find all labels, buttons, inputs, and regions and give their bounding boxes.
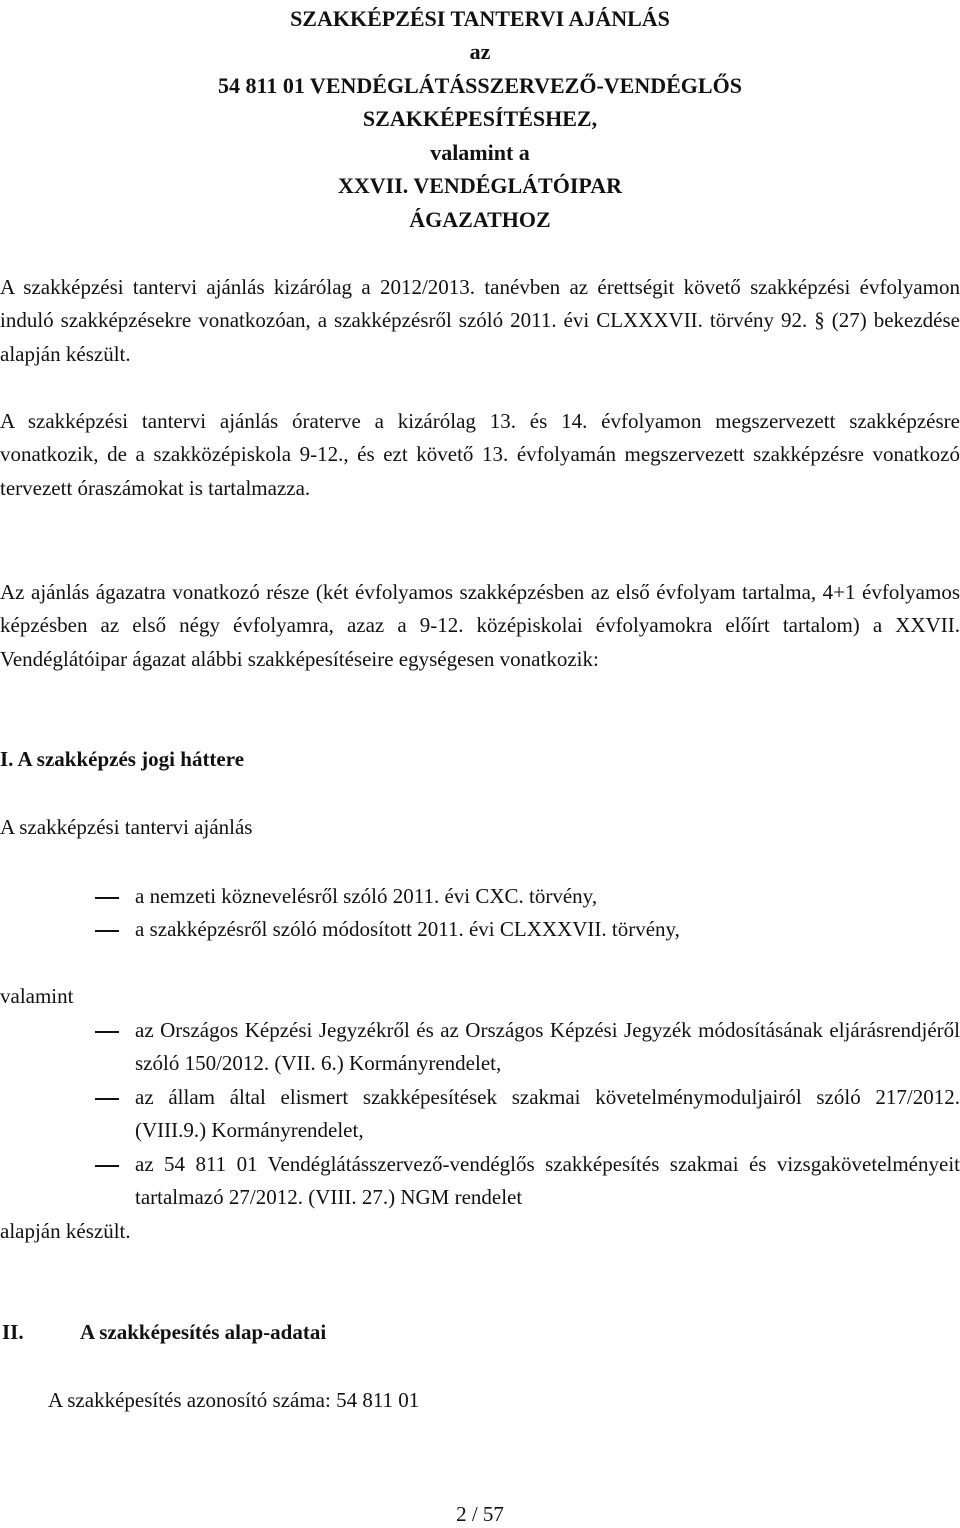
title-line-4: SZAKKÉPESÍTÉSHEZ, xyxy=(362,106,598,131)
dash-bullet xyxy=(95,1165,119,1167)
agazat-paragraph: Az ajánlás ágazatra vonatkozó része (két évfolyamos szakképzésben az első évfolyam tartalma, 4+1 évfolyamos képzésben az első négy évfolyamra, azaz a 9-12. középiskolai évfolyamokra előírt tartalom) a XXVII. Vendéglátóipar ágazat alábbi szakképesítéseire egységesen vonatkozik: xyxy=(0,580,960,671)
list-item: a nemzeti köznevelésről szóló 2011. évi CXC. törvény, xyxy=(135,884,598,908)
section-2-number: II. xyxy=(2,1320,24,1344)
dash-bullet xyxy=(95,930,119,932)
title-line-6: XXVII. VENDÉGLÁTÓIPAR xyxy=(337,173,622,198)
title-line-5: valamint a xyxy=(430,140,530,165)
closing-text: alapján készült. xyxy=(0,1219,131,1243)
page-number: 2 / 57 xyxy=(456,1502,504,1526)
azonosito-line: A szakképesítés azonosító száma: 54 811 01 xyxy=(48,1388,420,1412)
valamint-connector: valamint xyxy=(0,984,74,1008)
dash-bullet xyxy=(95,1031,119,1033)
intro-paragraph: A szakképzési tantervi ajánlás kizárólag a 2012/2013. tanévben az érettségit követő szakképzési évfolyamon induló szakképzésekre vonatkozóan, a szakképzésről szóló 2011. évi CLXXXVII. törvény 92. § (27) bekezdése alapján készült. xyxy=(0,275,960,366)
title-line-2: az xyxy=(469,39,491,64)
list-item: az Országos Képzési Jegyzékről és az Országos Képzési Jegyzék módosításának eljárásrendjéről szóló 150/2012. (VII. 6.) Kormányrendelet, xyxy=(135,1018,960,1076)
list-item: az állam által elismert szakképesítések szakmai követelménymoduljairól szóló 217/2012. (VIII.9.) Kormányrendelet, xyxy=(135,1085,960,1143)
section-2-heading: A szakképesítés alap-adatai xyxy=(80,1320,327,1344)
title-line-3: 54 811 01 VENDÉGLÁTÁSSZERVEZŐ-VENDÉGLŐS xyxy=(218,73,742,98)
section-1-heading: I. A szakképzés jogi háttere xyxy=(0,747,245,771)
title-line-1: SZAKKÉPZÉSI TANTERVI AJÁNLÁS xyxy=(290,6,670,31)
dash-bullet xyxy=(95,897,119,899)
oraterv-paragraph: A szakképzési tantervi ajánlás óraterve a kizárólag 13. és 14. évfolyamon megszervezett szakképzésre vonatkozik, de a szakközépiskola 9-12., és ezt követő 13. évfolyamán megszervezett szakképzésre vonatkozó tervezett óraszámokat is tartalmazza. xyxy=(0,409,960,500)
dash-bullet xyxy=(95,1098,119,1100)
list-item: a szakképzésről szóló módosított 2011. évi CLXXXVII. törvény, xyxy=(135,917,680,941)
list-item: az 54 811 01 Vendéglátásszervező-vendéglős szakképesítés szakmai és vizsgakövetelményeit tartalmazó 27/2012. (VIII. 27.) NGM rendelet xyxy=(135,1152,960,1210)
title-line-7: ÁGAZATHOZ xyxy=(409,207,551,232)
section-1-lead: A szakképzési tantervi ajánlás xyxy=(0,815,253,839)
